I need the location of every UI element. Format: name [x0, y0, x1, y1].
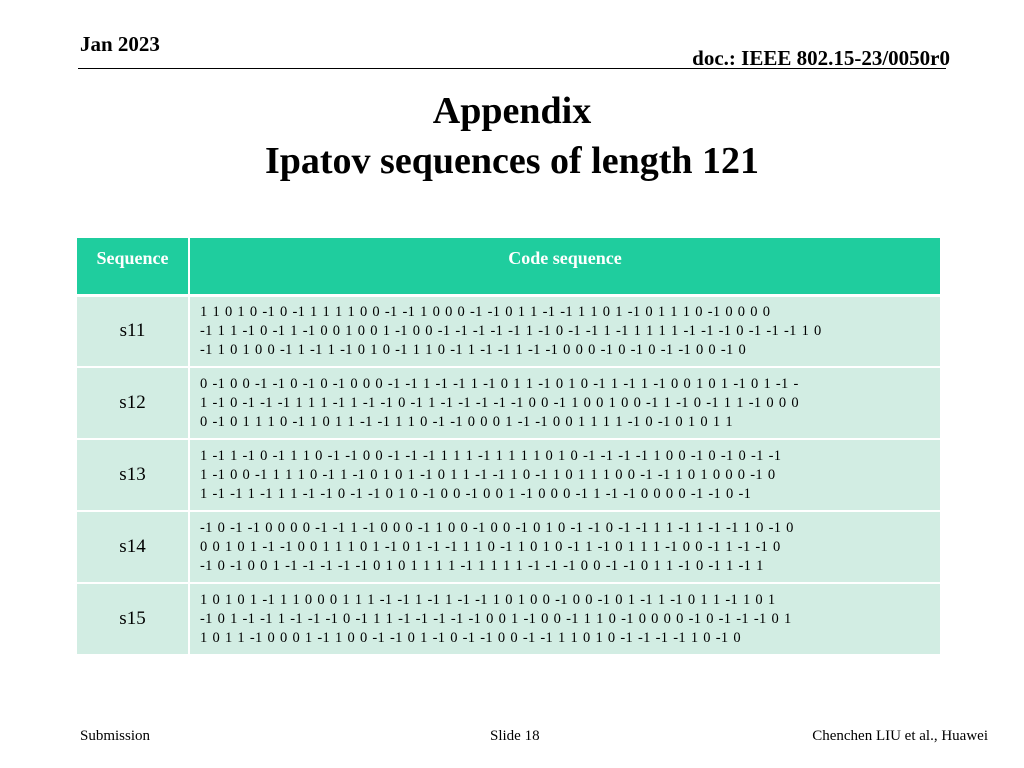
sequence-name: s12 [77, 367, 189, 439]
column-header-sequence: Sequence [77, 238, 189, 295]
code-line: 1 -1 0 0 -1 1 1 1 0 -1 1 -1 0 1 0 1 -1 0 1 1 -1 -1 1 0 -1 1 0 1 1 1 0 0 -1 -1 1 0 1 0 0 0 -1 0 [200, 466, 776, 483]
code-line: -1 0 -1 0 0 1 -1 -1 -1 -1 -1 0 1 0 1 1 1 1 -1 1 1 1 1 -1 -1 -1 0 0 -1 -1 0 1 1 -1 0 -1 1 -1 1 [200, 557, 764, 574]
code-line: -1 0 1 -1 -1 1 -1 -1 -1 0 -1 1 1 -1 -1 -1 -1 -1 0 0 1 -1 0 0 -1 1 1 0 -1 0 0 0 0 -1 0 -1 -1 -1 0 1 [200, 610, 792, 627]
code-line: 1 0 1 0 1 -1 1 1 0 0 0 1 1 1 -1 -1 1 -1 1 -1 -1 1 0 1 0 0 -1 0 0 -1 0 1 -1 1 -1 0 1 1 -1 1 0 1 [200, 591, 776, 608]
code-line: -1 1 0 1 0 0 -1 1 -1 1 -1 0 1 0 -1 1 1 0 -1 1 -1 -1 1 -1 -1 0 0 0 -1 0 -1 0 -1 -1 0 0 -1 0 [200, 341, 747, 358]
code-line: 0 -1 0 0 -1 -1 0 -1 0 -1 0 0 0 -1 -1 1 -1 -1 1 -1 0 1 1 -1 0 1 0 -1 1 -1 1 -1 0 0 1 0 1 -1 0 1 -1 - [200, 375, 799, 392]
sequence-name: s13 [77, 439, 189, 511]
sequence-name: s11 [77, 295, 189, 367]
code-sequence-cell [189, 511, 940, 583]
footer-submission: Submission [80, 728, 151, 744]
code-line: 0 0 1 0 1 -1 -1 0 0 1 1 1 0 1 -1 0 1 -1 -1 1 1 0 -1 1 0 1 0 -1 1 -1 0 1 1 1 -1 0 0 -1 1 -1 -1 0 [200, 538, 781, 555]
code-line: 1 -1 1 -1 0 -1 1 1 0 -1 -1 0 0 -1 -1 -1 1 1 1 -1 1 1 1 1 0 1 0 -1 -1 -1 -1 1 0 0 -1 0 -1 0 -1 -1 [200, 447, 782, 464]
code-line: -1 0 -1 -1 0 0 0 0 -1 -1 1 -1 0 0 0 -1 1 0 0 -1 0 0 -1 0 1 0 -1 -1 0 -1 -1 1 1 -1 1 -1 -1 1 0 -1 0 [200, 519, 794, 536]
slide-title-line2: Ipatov sequences of length 121 [264, 140, 760, 182]
code-sequence-cell [189, 439, 940, 511]
header-divider [78, 68, 946, 69]
code-line: 1 0 1 1 -1 0 0 0 1 -1 1 0 0 -1 -1 0 1 -1 0 -1 -1 0 0 -1 -1 1 1 0 1 0 -1 -1 -1 -1 1 0 -1 0 [200, 629, 741, 646]
code-line: -1 1 1 -1 0 -1 1 -1 0 0 1 0 0 1 -1 0 0 -1 -1 -1 -1 -1 1 -1 0 -1 -1 1 -1 1 1 1 1 -1 -1 -1 0 -1 -1 -1 1 0 [200, 322, 822, 339]
sequence-name: s14 [77, 511, 189, 583]
footer-slide-number: Slide 18 [490, 728, 540, 744]
code-line: 1 -1 0 -1 -1 -1 1 1 1 -1 1 -1 -1 0 -1 1 -1 -1 -1 -1 -1 0 0 -1 1 0 0 1 0 0 -1 1 -1 0 -1 1 1 -1 0 0 0 [200, 394, 799, 411]
column-header-code: Code sequence [189, 238, 940, 295]
code-sequence-cell [189, 583, 940, 655]
header-date: Jan 2023 [80, 32, 160, 56]
slide-title-line1: Appendix [432, 90, 592, 132]
footer-author: Chenchen LIU et al., Huawei [812, 728, 988, 744]
code-sequence-cell [189, 295, 940, 367]
sequence-name: s15 [77, 583, 189, 655]
table-row [77, 439, 940, 511]
sequence-table [77, 238, 940, 656]
table-row [77, 367, 940, 439]
code-sequence-cell [189, 367, 940, 439]
code-line: 0 -1 0 1 1 1 0 -1 1 0 1 1 -1 -1 1 1 0 -1 -1 0 0 0 1 -1 -1 0 0 1 1 1 1 -1 0 -1 0 1 0 1 1 [200, 413, 733, 430]
table-row [77, 583, 940, 655]
table-row [77, 295, 940, 367]
code-line: 1 -1 -1 1 -1 1 1 -1 -1 0 -1 -1 0 1 0 -1 0 0 -1 0 0 1 -1 0 0 0 -1 1 -1 -1 0 0 0 0 -1 -1 0 -1 [200, 485, 752, 502]
table-header-row [77, 238, 940, 295]
code-line: 1 1 0 1 0 -1 0 -1 1 1 1 1 0 0 -1 -1 1 0 0 0 -1 -1 0 1 1 -1 -1 1 1 0 1 -1 0 1 1 1 0 -1 0 0 0 0 [200, 303, 771, 320]
slide-title [0, 86, 1024, 186]
table-row [77, 511, 940, 583]
header-doc-id: doc.: IEEE 802.15-23/0050r0 [692, 46, 950, 70]
